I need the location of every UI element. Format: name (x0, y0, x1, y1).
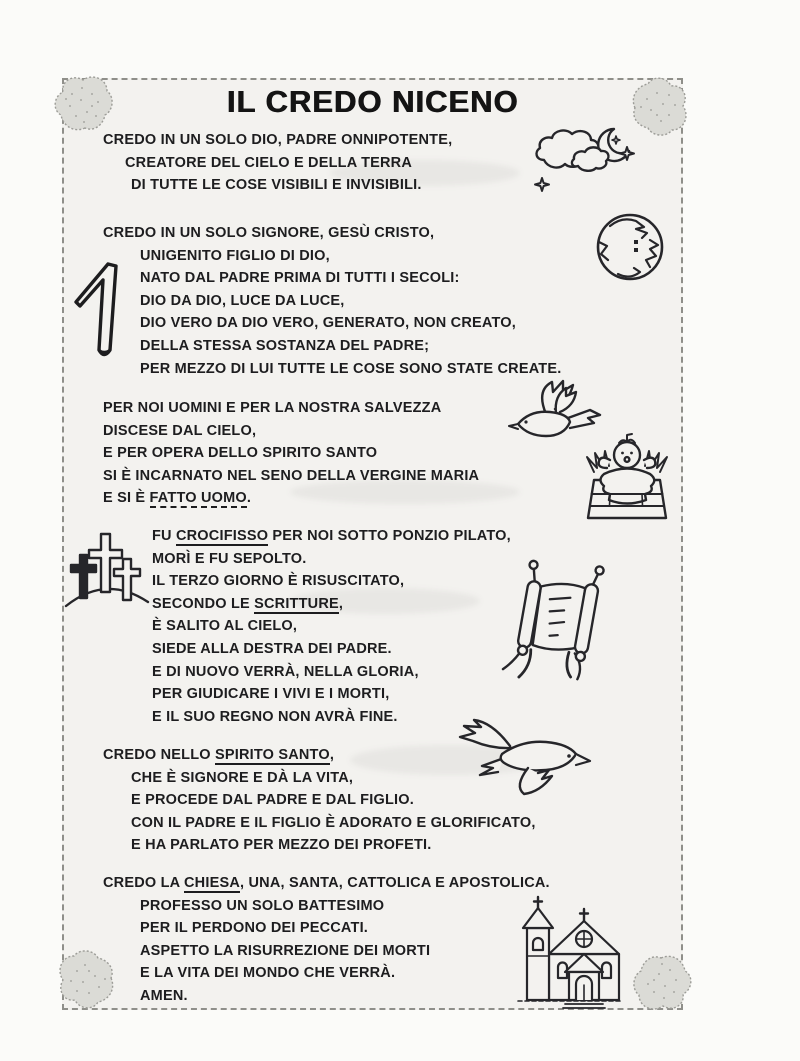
stanza-dio-padre (103, 129, 452, 197)
stanza-gesu-cristo (103, 222, 561, 380)
creed-line: PER IL PERDONO DEI PECCATI. (140, 920, 369, 937)
dashed-underlined-word: UOMO (200, 490, 247, 507)
creed-line: UNIGENITO FIGLIO DI DIO, (140, 247, 330, 264)
creed-line: CREDO NELLO SPIRITO SANTO, (103, 747, 335, 763)
earth-icon (592, 210, 668, 284)
creed-line: CON IL PADRE E IL FIGLIO È ADORATO E GLORIFICATO, (131, 814, 536, 831)
creed-line: CREATORE DEL CIELO E DELLA TERRA (125, 154, 413, 171)
creed-line: FU CROCIFISSO PER NOI SOTTO PONZIO PILATO, (152, 528, 511, 544)
creed-line: E SI È FATTO UOMO. (103, 490, 252, 507)
creed-line: AMEN. (140, 987, 188, 1004)
creed-line: MORÌ E FU SEPOLTO. (152, 550, 307, 567)
creed-line: PER MEZZO DI LUI TUTTE LE COSE SONO STATE CREATE. (140, 360, 562, 377)
creed-line: CREDO IN UN SOLO DIO, PADRE ONNIPOTENTE, (103, 132, 453, 148)
creed-line: IL TERZO GIORNO È RISUSCITATO, (152, 573, 405, 590)
page-title: IL CREDO NICENO (226, 84, 519, 119)
three-crosses-icon (64, 528, 150, 610)
dashed-underlined-word: FATTO (149, 490, 197, 507)
creed-line: NATO DAL PADRE PRIMA DI TUTTI I SECOLI: (140, 270, 460, 287)
creed-line: CREDO LA CHIESA, UNA, SANTA, CATTOLICA E APOSTOLICA. (103, 875, 550, 891)
moon-and-stars-icon (530, 126, 642, 196)
creed-line: PROFESSO UN SOLO BATTESIMO (140, 897, 385, 914)
creed-line: E DI NUOVO VERRÀ, NELLA GLORIA, (152, 663, 419, 680)
creed-line: DISCESE DAL CIELO, (103, 422, 257, 439)
creed-line: SECONDO LE SCRITTURE, (152, 595, 344, 612)
creed-line: CHE È SIGNORE E DÀ LA VITA, (131, 769, 354, 786)
creed-line: PER NOI UOMINI E PER LA NOSTRA SALVEZZA (103, 400, 442, 416)
creed-line: SI È INCARNATO NEL SENO DELLA VERGINE MARIA (103, 467, 480, 484)
creed-line: DELLA STESSA SOSTANZA DEL PADRE; (140, 337, 430, 354)
corner-cloud-icon (54, 72, 114, 134)
stanza-passione (152, 525, 511, 728)
baby-in-manger-icon (580, 428, 674, 522)
underlined-word: SPIRITO SANTO (214, 747, 330, 763)
church-icon (512, 892, 626, 1012)
flying-bird-icon (450, 706, 602, 798)
creed-line: DI TUTTE LE COSE VISIBILI E INVISIBILI. (131, 177, 422, 194)
creed-line: E IL SUO REGNO NON AVRÀ FINE. (152, 708, 398, 725)
underlined-word: CHIESA (184, 875, 241, 891)
numeral-one-icon (66, 258, 136, 364)
creed-line: E LA VITA DEI MONDO CHE VERRÀ. (140, 965, 396, 982)
creed-line: E PROCEDE DAL PADRE E DAL FIGLIO. (131, 792, 414, 809)
creed-line: DIO DA DIO, LUCE DA LUCE, (140, 292, 345, 309)
stanza-incarnazione (103, 397, 479, 510)
torah-scroll-icon (498, 556, 618, 690)
stanza-chiesa (103, 872, 550, 1008)
corner-cloud-icon (632, 952, 692, 1014)
creed-line: ASPETTO LA RISURREZIONE DEI MORTI (140, 942, 431, 959)
corner-cloud-icon (55, 949, 117, 1009)
creed-line: CREDO IN UN SOLO SIGNORE, GESÙ CRISTO, (103, 225, 435, 241)
underlined-word: SCRITTURE (254, 595, 339, 612)
underlined-word: CROCIFISSO (175, 528, 269, 544)
creed-line: PER GIUDICARE I VIVI E I MORTI, (152, 686, 390, 703)
creed-line: SIEDE ALLA DESTRA DEI PADRE. (152, 640, 392, 657)
creed-line: DIO VERO DA DIO VERO, GENERATO, NON CREATO, (140, 315, 516, 332)
creed-line: È SALITO AL CIELO, (152, 618, 298, 635)
creed-line: E HA PARLATO PER MEZZO DEI PROFETI. (131, 837, 432, 854)
creed-line: E PER OPERA DELLO SPIRITO SANTO (103, 445, 378, 462)
